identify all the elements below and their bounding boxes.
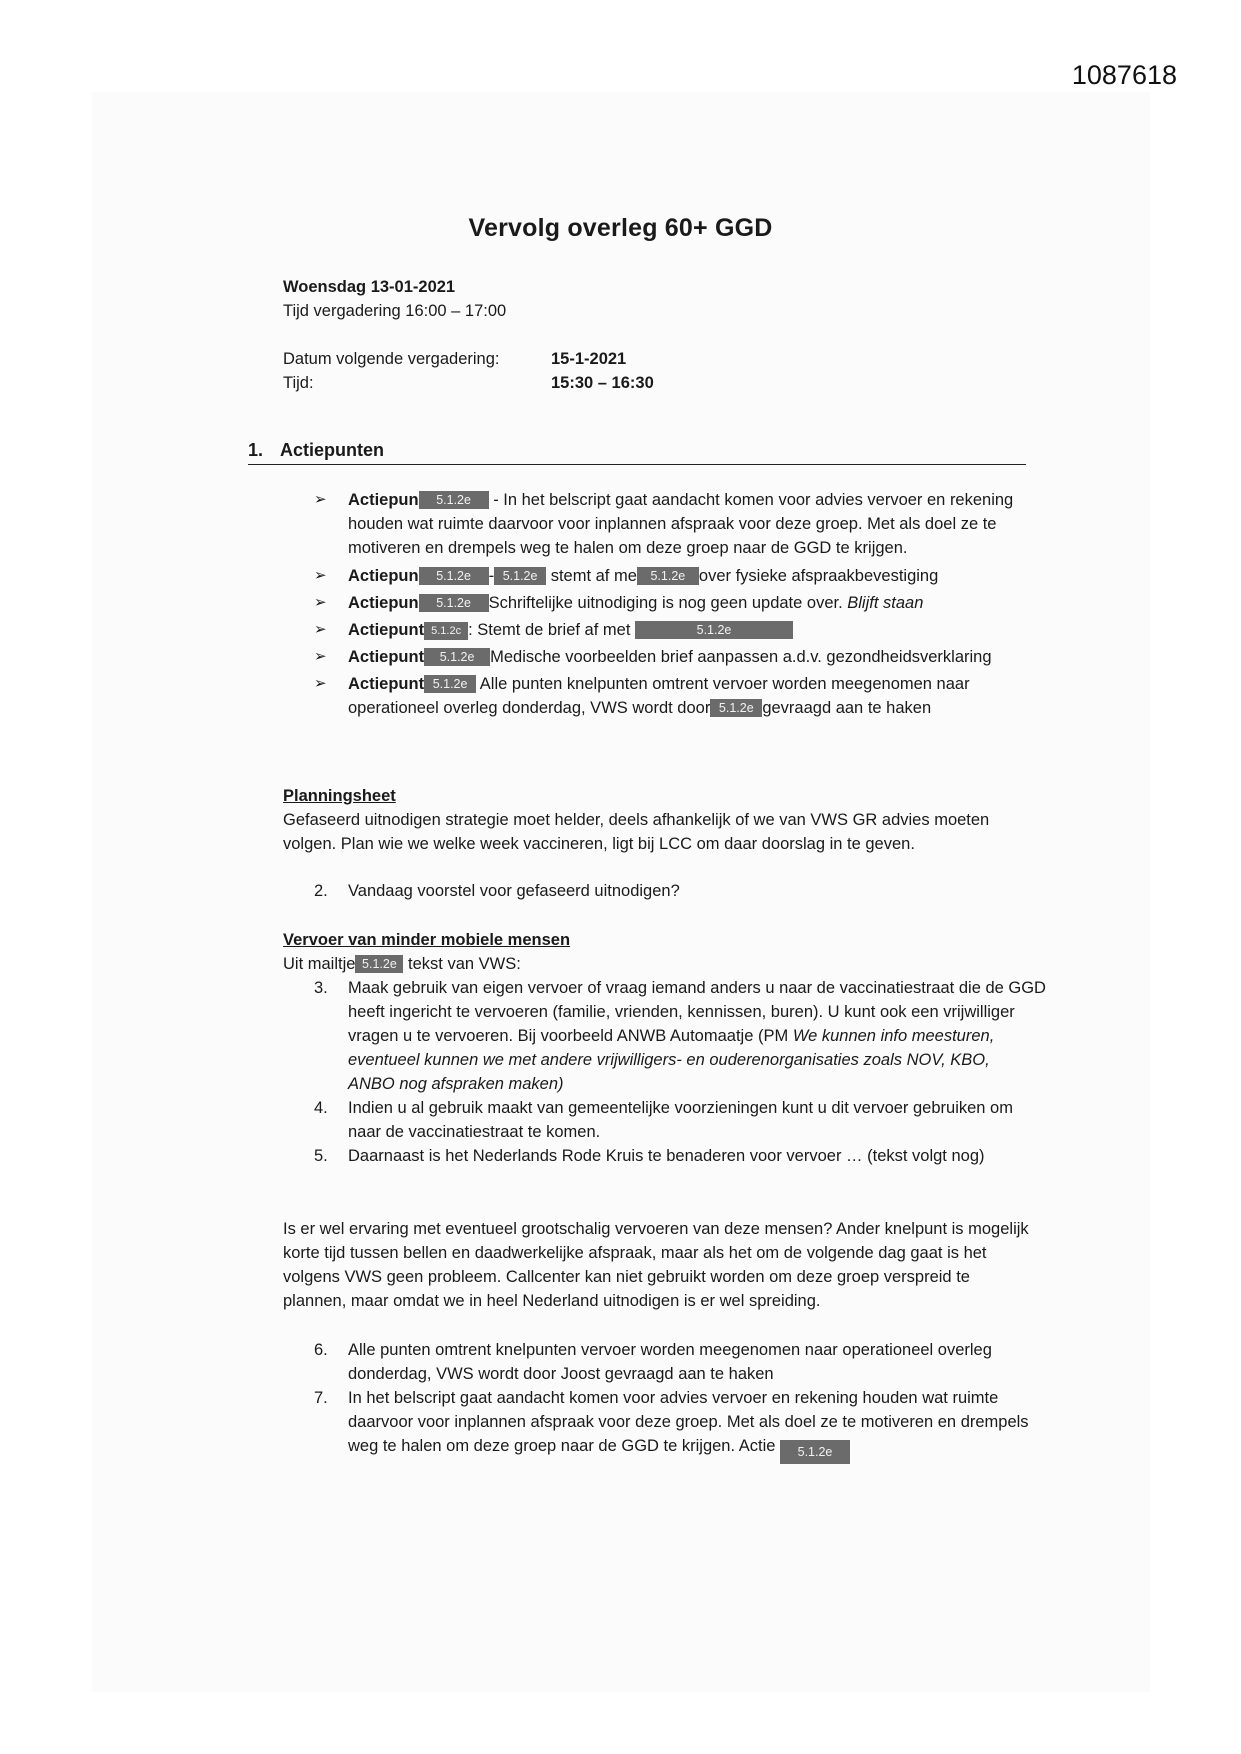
action-label: Actiepun [348,567,419,585]
list-item [310,1386,1100,1464]
action-text: - In het belscript gaat aandacht komen voor advies vervoer en rekening [493,491,1014,509]
planning-text: Gefaseerd uitnodigen strategie moet helder, deels afhankelijk of we van VWS GR advies moeten [283,811,990,829]
redaction-box: 5.1.2e [710,699,762,717]
redaction-box: 5.1.2e [494,567,546,585]
list-number: 6. [314,1341,328,1359]
section-number: 1. [248,440,264,460]
list-number: 3. [314,979,328,997]
list-text-mixed [348,1024,1100,1048]
list-item [310,1096,1100,1144]
numbered-list [310,879,1100,903]
action-text: Alle punten knelpunten omtrent vervoer worden meegenomen naar [479,675,970,693]
redaction-box: 5.1.2e [637,567,699,585]
redaction-box: 5.1.2c [424,622,468,640]
list-number: 4. [314,1099,328,1117]
list-italic-text: ANBO nog afspraken maken) [348,1075,564,1093]
list-item [310,976,1100,1096]
list-text: In het belscript gaat aandacht komen voor advies vervoer en rekening houden wat ruimte [348,1389,999,1407]
section-heading-actiepunten [248,438,1026,465]
action-label: Actiepunt [348,621,425,639]
document-number: 1087618 [1071,60,1177,90]
action-text: stemt af me [550,567,637,585]
meeting-time: Tijd vergadering 16:00 – 17:00 [283,302,507,320]
arrow-bullet-icon: ➢ [314,491,327,508]
action-text: gevraagd aan te haken [762,699,932,717]
action-label: Actiepun [348,594,419,612]
numbered-list [310,1338,1100,1464]
list-number: 5. [314,1147,328,1165]
list-text: weg te halen om deze groep naar de GGD te krijgen. Actie [348,1437,776,1455]
action-item [310,618,1070,642]
action-label: Actiepunt [348,648,425,666]
list-italic-text: We kunnen info meesturen, [792,1027,995,1045]
redaction-box: 5.1.2e [355,955,403,973]
redaction-box: 5.1.2e [424,675,476,693]
action-text: motiveren en drempels weg te halen om deze groep naar de GGD te krijgen. [348,539,908,557]
paragraph-text: volgens VWS geen probleem. Callcenter kan niet gebruikt worden om deze groep verspreid te [283,1268,970,1286]
list-text: heeft ingericht te vervoeren (familie, vrienden, kennissen, buren). U kunt ook een vrijwilliger [348,1003,1015,1021]
paragraph-text: Is er wel ervaring met eventueel grootschalig vervoeren van deze mensen? Ander knelpunt is mogelijk [283,1220,1029,1238]
redaction-box: 5.1.2e [780,1440,850,1464]
arrow-bullet-icon: ➢ [314,594,327,611]
transport-heading: Vervoer van minder mobiele mensen [283,931,571,949]
experience-paragraph [283,1217,1103,1313]
action-label: Actiepunt [348,675,425,693]
next-meeting-time-label: Tijd: [283,374,314,392]
action-text: Schriftelijke uitnodiging is nog geen update over. [488,594,843,612]
list-text: Maak gebruik van eigen vervoer of vraag iemand anders u naar de vaccinatiestraat die de GGD [348,979,1046,997]
arrow-bullet-icon: ➢ [314,648,327,665]
list-text: Vandaag voorstel voor gefaseerd uitnodigen? [348,882,680,900]
list-text: Daarnaast is het Nederlands Rode Kruis te benaderen voor vervoer … (tekst volgt nog) [348,1147,985,1165]
redaction-box: 5.1.2e [419,594,489,612]
action-item: ➢ Actiepun 5.1.2e - 5.1.2e stemt af me 5.1.2e over fysieke afspraakbevestiging [310,564,1070,588]
action-item [310,591,1070,615]
next-meeting-date-value: 15-1-2021 [551,350,627,368]
list-text: naar de vaccinatiestraat te komen. [348,1123,601,1141]
arrow-bullet-icon: ➢ [314,675,327,692]
list-text: daarvoor voor inplannen afspraak voor deze groep. Met als doel ze te motiveren en drempels [348,1413,1029,1431]
meeting-day: Woensdag 13-01-2021 [283,278,456,296]
transport-section [283,928,1103,976]
list-text-mixed [348,1434,1100,1464]
redaction-box: 5.1.2e [419,567,489,585]
redaction-box: 5.1.2e [635,621,793,639]
action-text: : Stemt de brief af met [468,621,631,639]
action-list [310,488,1070,720]
redaction-box: 5.1.2e [419,491,489,509]
list-text: Alle punten omtrent knelpunten vervoer worden meegenomen naar operationeel overleg [348,1341,992,1359]
planning-text: volgen. Plan wie we welke week vaccineren, ligt bij LCC om daar doorslag in te geven. [283,835,915,853]
action-text: Medische voorbeelden brief aanpassen a.d.v. gezondheidsverklaring [490,648,992,666]
arrow-bullet-icon: ➢ [314,567,327,584]
planning-heading: Planningsheet [283,787,396,805]
list-item [310,879,1100,903]
transport-intro-text: Uit mailtje [283,955,356,973]
next-meeting-date-label: Datum volgende vergadering: [283,350,500,368]
next-meeting-time-value: 15:30 – 16:30 [551,374,654,392]
list-number: 7. [314,1389,328,1407]
action-item [310,672,1070,720]
section-title: Actiepunten [280,440,385,460]
list-text: Indien u al gebruik maakt van gemeentelijke voorzieningen kunt u dit vervoer gebruiken om [348,1099,1013,1117]
action-text: houden wat ruimte daarvoor voor inplannen afspraak voor deze groep. Met als doel ze te [348,515,997,533]
list-number: 2. [314,882,328,900]
planning-section [283,784,1103,856]
document-title: Vervolg overleg 60+ GGD [468,214,773,242]
numbered-list [310,976,1100,1168]
list-text: donderdag, VWS wordt door Joost gevraagd aan te haken [348,1365,774,1383]
paragraph-text: korte tijd tussen bellen en daadwerkelijke afspraak, maar als het om de volgende dag gaat is het [283,1244,987,1262]
action-text: operationeel overleg donderdag, VWS wordt door [348,699,711,717]
action-item [310,488,1070,560]
list-item [310,1338,1100,1386]
action-text: over fysieke afspraakbevestiging [698,567,939,585]
list-item [310,1144,1100,1168]
paragraph-text: plannen, maar omdat we in heel Nederland uitnodigen is er wel spreiding. [283,1292,821,1310]
transport-intro-text: tekst van VWS: [408,955,521,973]
arrow-bullet-icon: ➢ [314,621,327,638]
transport-intro [283,952,1103,976]
action-italic-text: Blijft staan [847,594,924,612]
list-text: vragen u te vervoeren. Bij voorbeeld ANWB Automaatje (PM [348,1027,793,1045]
action-label: Actiepun [348,491,419,509]
list-italic-text: eventueel kunnen we met andere vrijwilligers- en ouderenorganisaties zoals NOV, KBO, [348,1051,990,1069]
redaction-box: 5.1.2e [424,648,490,666]
action-item [310,645,1070,669]
